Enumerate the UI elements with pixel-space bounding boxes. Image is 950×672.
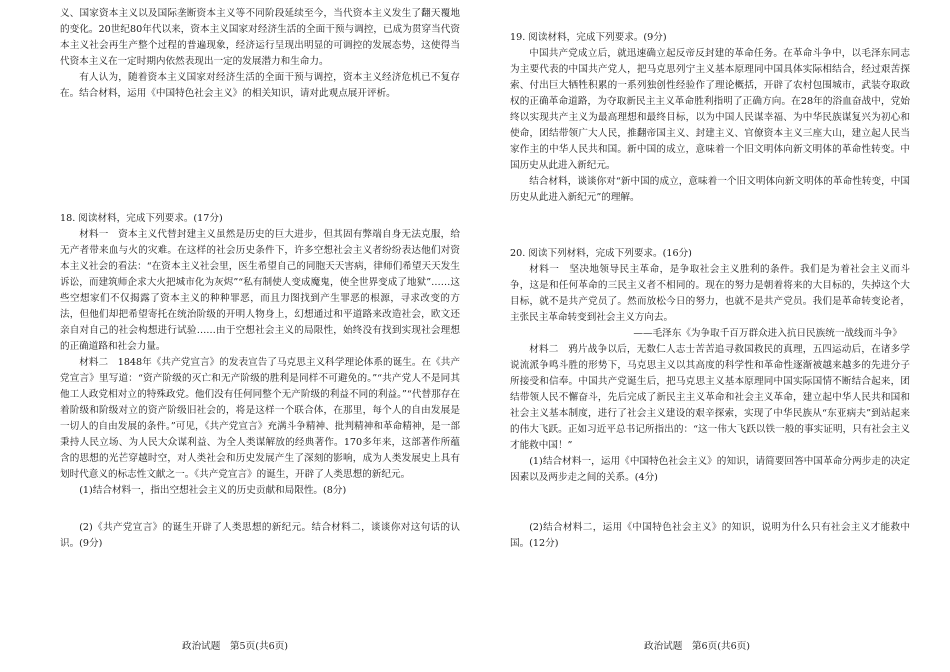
q18-material-2: 材料二 1848年《共产党宣言》的发表宣告了马克思主义科学理论体系的诞生。在《共产党宣言》里写道：“资产阶级的灭亡和无产阶级的胜利是同样不可避免的。”“共产党人不是同其他工人政党相对立的特殊政党。他们没有任何同整个无产阶级的利益不同的利益。”“代替那存在着阶级和阶级对立的资产阶级旧社会的，将是这样一个联合体，在那里，每个人的自由发展是一切人的自由发展的条件。”可见，《共产党宣言》充满斗争精神、批判精神和革命精神，是一部秉持人民立场、为人民大众谋利益、为全人类谋解放的经典著作。170多年来，这部著作所蕴含的思想的光芒穿越时空，对人类社会和历史发展产生了深刻的影响，成为人类发展史上具有划时代意义的标志性文献之一。《共产党宣言》的诞生，开辟了人类思想的新纪元。	[60, 357, 460, 480]
q17-requirement: 有人认为，随着资本主义国家对经济生活的全面干预与调控，资本主义经济危机已不复存在。结合材料，运用《中国特色社会主义》的相关知识，请对此观点展开评析。	[60, 72, 460, 99]
q20-title: 20. 阅读下列材料，完成下列要求。(16分)	[510, 248, 692, 259]
q18-title: 18. 阅读材料，完成下列要求。(17分)	[60, 213, 223, 224]
q17-continuation	[60, 6, 460, 102]
question-20	[510, 246, 910, 486]
q20-requirement-1: (1)结合材料一，运用《中国特色社会主义》的知识，请简要回答中国革命分两步走的决定因素以及两步走之间的关系。(4分)	[510, 456, 910, 483]
q18-material-1: 材料一 资本主义代替封建主义虽然是历史的巨大进步，但其固有弊端自身无法克服，给无产者带来血与火的灾难。在这样的社会历史条件下，许多空想社会主义者纷纷表达他们对资本主义社会的看法：“在资本主义社会里，医生希望自己的同胞天天害病，律师们希望天天发生诉讼，而建筑师企求大火把城市化为灰烬”“私有制使人变成魔鬼，使全世界变成了地狱”……这些空想家们不仅揭露了资本主义的种种罪恶，而且力图找到产生罪恶的根源，寻求改变的方法，但他们却把希望寄托在统治阶级的开明人物身上，幻想通过和平道路来改造社会，欧文还亲自对自己的社会构想进行试验……由于空想社会主义的局限性，始终没有找到实现社会理想的正确道路和社会力量。	[60, 229, 460, 352]
q18-requirement-2-block	[60, 520, 460, 552]
q20-material-2: 材料二 鸦片战争以后，无数仁人志士苦苦追寻救国救民的真理，五四运动后，在诸多学说流派争鸣斗胜的形势下，马克思主义以其高度的科学性和革命性逐渐被越来越多的先进分子所接受和信奉。中国共产党诞生后，把马克思主义基本原理同中国实际国情不断结合起来，团结带领人民不懈奋斗，先后完成了新民主主义革命和社会主义革命，建立起中华人民共和国和社会主义基本制度，进行了社会主义建设的艰辛探索，实现了中华民族从“东亚病夫”到站起来的伟大飞跃。正如习近平总书记所指出的：“这一伟大飞跃以铁一般的事实证明，只有社会主义才能救中国！”	[510, 344, 910, 451]
left-page-footer: 政治试题 第5页(共6页)	[182, 641, 289, 652]
q17-material-text: 义、国家资本主义以及国际垄断资本主义等不同阶段延续至今，当代资本主义发生了翻天覆地的变化。20世纪80年代以来，资本主义国家对经济生活的全面干预与调控，已成为贯穿当代资本主义社会再生产整个过程的普遍现象，经济运行呈现出明显的可调控的发展态势，这使得当代资本主义在一定时期内依然表现出一定的发展潜力和生命力。	[60, 8, 460, 67]
question-19	[510, 30, 910, 206]
q20-material-1: 材料一 坚决地领导民主革命，是争取社会主义胜利的条件。我们是为着社会主义而斗争，这是和任何革命的三民主义者不相同的。现在的努力是朝着将来的大目标的，失掉这个大目标，就不是共产党员了。然而放松今日的努力，也就不是共产党员。我们是革命转变论者，主张民主革命转变到社会主义方向去。	[510, 264, 910, 323]
q18-requirement-2: (2)《共产党宣言》的诞生开辟了人类思想的新纪元。结合材料二，谈谈你对这句话的认识。(9分)	[60, 522, 460, 549]
q19-requirement: 结合材料，谈谈你对“新中国的成立，意味着一个旧文明体向新文明体的革命性转变，中国历史从此进入新纪元”的理解。	[510, 176, 910, 203]
question-18	[60, 211, 460, 499]
q19-title: 19. 阅读材料，完成下列要求。(9分)	[510, 32, 667, 43]
right-page-footer: 政治试题 第6页(共6页)	[644, 641, 751, 652]
q20-quote-source: ——毛泽东《为争取千百万群众进入抗日民族统一战线而斗争》	[633, 328, 902, 339]
q20-requirement-2: (2)结合材料二，运用《中国特色社会主义》的知识，说明为什么只有社会主义才能救中国。(12分)	[510, 522, 910, 549]
q18-requirement-1: (1)结合材料一，指出空想社会主义的历史贡献和局限性。(8分)	[79, 485, 347, 496]
q19-material: 中国共产党成立后，就迅速确立起反帝反封建的革命任务。在革命斗争中，以毛泽东同志为主要代表的中国共产党人，把马克思列宁主义基本原理同中国具体实际相结合，经过艰苦探索、付出巨大牺牲积累的一系列独创性经验作了理论概括，开辟了农村包围城市，武装夺取政权的正确革命道路，为夺取新民主主义革命胜利指明了正确方向。在28年的浴血奋战中，党始终以实现共产主义为最高理想和最终目标，以为中国人民谋幸福、为中华民族谋复兴为初心和使命，团结带领广大人民，推翻帝国主义、封建主义、官僚资本主义三座大山，建立起人民当家作主的中华人民共和国。新中国的成立，意味着一个旧文明体向新文明体的革命性转变。中国历史从此进入新纪元。	[510, 48, 910, 171]
q20-requirement-2-block	[510, 520, 910, 552]
